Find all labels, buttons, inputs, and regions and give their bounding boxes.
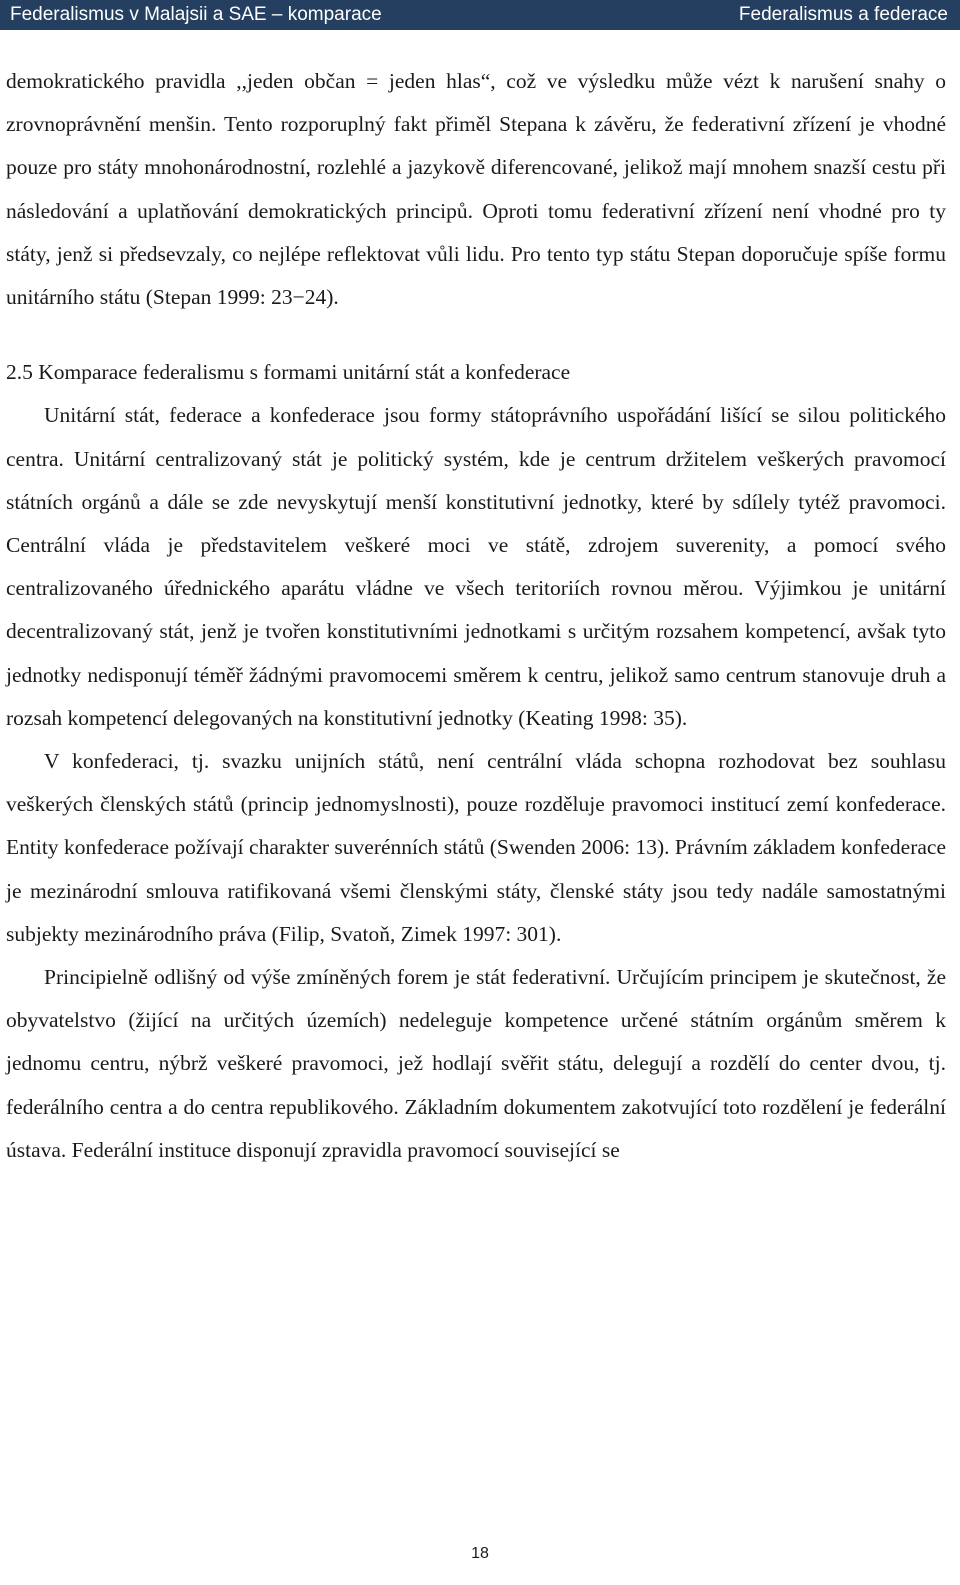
paragraph-1: demokratického pravidla ,,jeden občan = jeden hlas“, což ve výsledku může vézt k narušení snahy o zrovnoprávnění menšin. Tento rozporuplný fakt přiměl Stepana k závěru, že federativní zřízení je vhodné pouze pro státy mnohonárodnostní, rozlehlé a jazykově diferencované, jelikož mají mnohem snazší cestu při následování a uplatňování demokratických principů. Oproti tomu federativní zřízení není vhodné pro ty státy, jenž si předsevzaly, co nejlépe reflektovat vůli lidu. Pro tento typ státu Stepan doporučuje spíše formu unitárního státu (Stepan 1999: 23−24). [6,69,946,310]
header-chapter-title: Federalismus a federace [738,4,948,25]
paragraph-4: Principielně odlišný od výše zmíněných forem je stát federativní. Určujícím principem je skutečnost, že obyvatelstvo (žijící na určitých územích) nedeleguje kompetence určené státním orgánům směrem k jednomu centru, nýbrž veškeré pravomoci, jež hodlají svěřit státu, delegují a rozdělí do center dvou, tj. federálního centra a do centra republikového. Základním dokumentem zakotvující toto rozdělení je federální ústava. Federální instituce disponují zpravidla pravomocí související se [6,965,946,1162]
header-document-title: Federalismus v Malajsii a SAE – komparace [10,4,382,25]
paragraph-3: V konfederaci, tj. svazku unijních států, není centrální vláda schopna rozhodovat bez souhlasu veškerých členských států (princip jednomyslnosti), pouze rozděluje pravomoci institucí zemí konfederace. Entity konfederace požívají charakter suverénních států (Swenden 2006: 13). Právním základem konfederace je mezinárodní smlouva ratifikovaná všemi členskými státy, členské státy jsou tedy nadále samostatnými subjekty mezinárodního práva (Filip, Svatoň, Zimek 1997: 301). [6,749,946,946]
running-header [0,0,960,30]
page-body [6,60,946,1172]
page-number: 18 [471,1545,489,1562]
section-heading: 2.5 Komparace federalismu s formami unitární stát a konfederace [6,360,571,385]
paragraph-2: Unitární stát, federace a konfederace jsou formy státoprávního uspořádání lišící se silou politického centra. Unitární centralizovaný stát je politický systém, kde je centrum držitelem veškerých pravomocí státních orgánů a dále se zde nevyskytují menší konstitutivní jednotky, které by sdílely tytéž pravomoci. Centrální vláda je představitelem veškeré moci ve státě, zdrojem suverenity, a pomocí svého centralizovaného úřednického aparátu vládne ve všech teritoriích rovnou měrou. Výjimkou je unitární decentralizovaný stát, jenž je tvořen konstitutivními jednotkami s určitým rozsahem kompetencí, avšak tyto jednotky nedisponují téměř žádnými pravomocemi směrem k centru, jelikož samo centrum stanovuje druh a rozsah kompetencí delegovaných na konstitutivní jednotky (Keating 1998: 35). [6,403,946,730]
